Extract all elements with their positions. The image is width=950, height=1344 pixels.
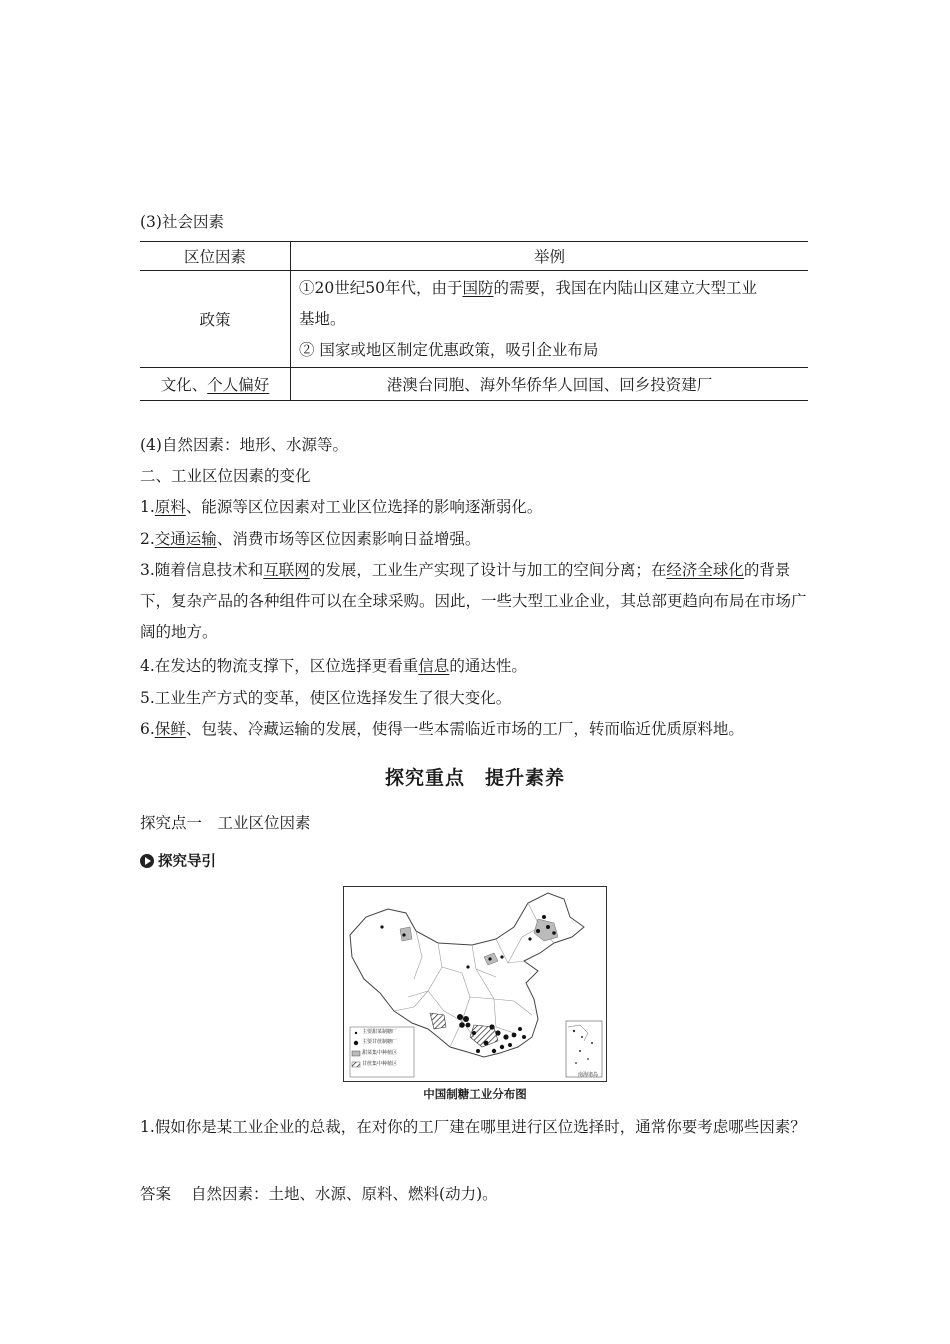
- change-item-3: [140, 555, 812, 648]
- answer-underline: 个人偏好: [207, 376, 270, 394]
- play-circle-icon: [140, 854, 154, 868]
- inset-label: 南海诸岛: [578, 1072, 599, 1078]
- section-title: 探究重点 提升素养: [384, 767, 565, 789]
- question-1: 1.假如你是某工业企业的总裁，在对你的工厂建在哪里进行区位选择时，通常你要考虑哪些因素？: [140, 1118, 806, 1136]
- table-row-policy: [140, 271, 808, 368]
- policy-label: 政策: [140, 271, 291, 368]
- text: 的需要，我国在内陆山区建立大型工业: [493, 278, 757, 297]
- guide-text: 探究导引: [158, 854, 216, 870]
- answer-underline: 原料: [154, 498, 186, 516]
- text: 、包装、冷藏运输的发展，使得一些本需临近市场的工厂，转而临近优质原料地。: [185, 720, 744, 738]
- social-factors-heading: (3)社会因素: [140, 213, 224, 231]
- answer-underline: 保鲜: [154, 720, 186, 738]
- policy-example-2: ② 国家或地区制定优惠政策，吸引企业布局: [299, 340, 599, 359]
- text: 6.: [140, 720, 155, 738]
- change-item-1: [140, 496, 812, 518]
- change-heading: 二、工业区位因素的变化: [140, 467, 311, 485]
- change-item-4: [140, 655, 812, 677]
- answer-underline: 信息: [418, 657, 450, 675]
- header-factor: 区位因素: [140, 242, 291, 271]
- text: 的发展，工业生产实现了设计与加工的空间分离；在: [309, 561, 667, 579]
- text: 的背景下，复杂产品的各种组件可以在全球采购。因此，一些大型工业企业，其总部更趋向布局在市场广阔的地方。: [140, 561, 807, 641]
- text: 、能源等区位因素对工业区位选择的影响逐渐弱化。: [185, 498, 543, 516]
- policy-examples: [291, 271, 809, 368]
- legend-cane-factory: 主要甘蔗制糖厂: [362, 1039, 398, 1045]
- answer-underline: 经济全球化: [666, 561, 744, 579]
- text: ①20世纪50年代，由于: [299, 278, 463, 297]
- change-item-5: 5.工业生产方式的变革，使区位选择发生了很大变化。: [140, 689, 512, 707]
- culture-example: 港澳台同胞、海外华侨华人回国、回乡投资建厂: [291, 368, 809, 401]
- answer-text: 自然因素：土地、水源、原料、燃料(动力)。: [191, 1185, 498, 1203]
- table-header-row: [140, 242, 808, 271]
- text: 1.: [140, 498, 155, 516]
- culture-label: [140, 368, 291, 401]
- change-item-6: [140, 718, 812, 740]
- natural-factors: (4)自然因素：地形、水源等。: [140, 436, 348, 454]
- answer-1: [140, 1183, 812, 1205]
- header-example: 举例: [291, 242, 809, 271]
- text: 文化、: [160, 376, 208, 394]
- beet-area-northwest: [400, 927, 412, 941]
- inquiry-point-1: 探究点一 工业区位因素: [140, 814, 311, 832]
- policy-example-1: [299, 273, 800, 304]
- answer-label: 答案: [140, 1185, 172, 1203]
- answer-underline: 互联网: [263, 561, 310, 579]
- policy-example-1-cont: 基地。: [299, 309, 346, 328]
- legend-cane-area: 甘蔗集中种植区: [362, 1061, 398, 1067]
- text: 3.随着信息技术和: [140, 561, 264, 579]
- text: 、消费市场等区位因素影响日益增强。: [216, 530, 481, 548]
- answer-underline: 国防: [462, 278, 494, 297]
- social-factors-table: [140, 241, 808, 401]
- china-sugar-industry-map: [343, 886, 607, 1082]
- map-caption: 中国制糖工业分布图: [423, 1087, 527, 1101]
- answer-underline: 交通运输: [154, 530, 217, 548]
- text: 2.: [140, 530, 155, 548]
- inquiry-guide-label: [140, 850, 216, 871]
- text: 4.在发达的物流支撑下，区位选择更看重: [140, 657, 419, 675]
- south-sea-inset: [566, 1021, 602, 1077]
- change-item-2: [140, 528, 812, 550]
- legend-beet-area: 甜菜集中种植区: [362, 1050, 398, 1056]
- text: 的通达性。: [449, 657, 527, 675]
- legend-beet-factory: 主要甜菜制糖厂: [362, 1029, 398, 1035]
- table-row-culture: [140, 368, 808, 401]
